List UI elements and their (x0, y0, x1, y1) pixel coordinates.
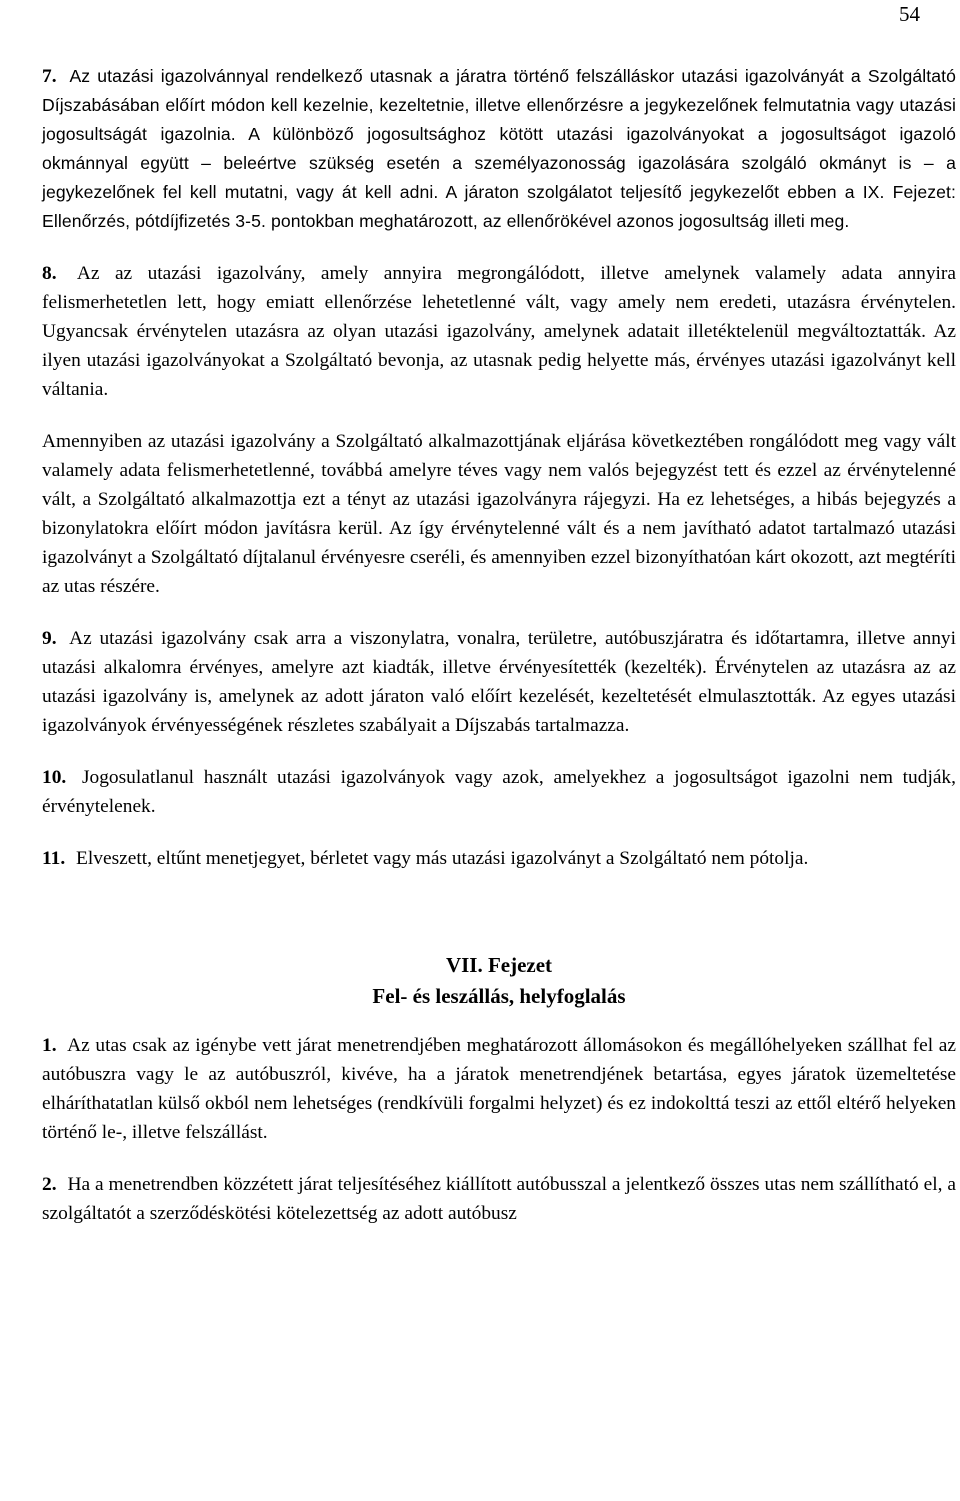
chapter-paragraph-1 (42, 1031, 956, 1147)
paragraph-11 (42, 844, 956, 873)
paragraph-text: Jogosulatlanul használt utazási igazolványok vagy azok, amelyekhez a jogosultságot igazolni nem tudják, érvénytelenek. (42, 767, 956, 817)
paragraph-8-continuation (42, 427, 956, 601)
paragraph-text: Az utas csak az igénybe vett járat menetrendjében meghatározott állomásokon és megállóhelyeken szállhat fel az autóbuszra vagy le az autóbuszról, kivéve, ha a járatok menetrendjének betartása, egyes járatok üzemeltetése elháríthatatlan külső okból nem lehetséges (rendkívüli forgalmi helyzet) és ez indokolttá teszi az ettől eltérő helyeken történő le-, illetve felszállást. (42, 1035, 956, 1143)
paragraph-number: 2. (42, 1174, 57, 1195)
paragraph-number: 1. (42, 1035, 57, 1056)
document-body (42, 62, 956, 1251)
chapter-title: Fel- és leszállás, helyfoglalás (372, 984, 626, 1008)
paragraph-text: Az utazási igazolvány csak arra a viszonylatra, vonalra, területre, autóbuszjáratra és időtartamra, illetve annyi utazási alkalomra érvényes, amelyre azt kiadták, illetve érvényesítették (kezelték). Érvénytelen az utazásra az az utazási igazolvány is, amelynek az adott járaton való előírt kezelését, kezeltetését elmulasztották. Az egyes utazási igazolványok érvényességének részletes szabályait a Díjszabás tartalmazza. (42, 628, 956, 736)
paragraph-number: 9. (42, 628, 57, 649)
paragraph-text: Amennyiben az utazási igazolvány a Szolgáltató alkalmazottjának eljárása következtében rongálódott meg vagy vált valamely adata felismerhetetlenné, továbbá amelyre téves vagy nem valós bejegyzést tett és ezzel az érvénytelenné vált, a Szolgáltató alkalmazottja ezt a tényt az utazási igazolványra rájegyzi. Ha ez lehetséges, a hibás bejegyzés a bizonylatokra előírt módon javításra kerül. Az így érvénytelenné vált és a nem javítható adatot tartalmazó utazási igazolványt a Szolgáltató díjtalanul érvényesre cseréli, és amennyiben ezzel bizonyíthatóan kárt okozott, azt megtéríti az utas részére. (42, 431, 956, 597)
paragraph-number: 11. (42, 848, 66, 869)
chapter-heading (42, 950, 956, 1012)
paragraph-number: 7. (42, 66, 57, 87)
paragraph-8 (42, 259, 956, 404)
paragraph-number: 10. (42, 767, 67, 788)
paragraph-text: Ha a menetrendben közzétett járat teljesítéséhez kiállított autóbusszal a jelentkező összes utas nem szállítható el, a szolgáltatót a szerződéskötési kötelezettség az adott autóbusz (42, 1174, 956, 1224)
paragraph-7 (42, 62, 956, 236)
paragraph-number: 8. (42, 263, 57, 284)
page-number: 54 (899, 2, 920, 26)
paragraph-9 (42, 624, 956, 740)
paragraph-10 (42, 763, 956, 821)
paragraph-text: Az utazási igazolvánnyal rendelkező utasnak a járatra történő felszálláskor utazási igazolványát a Szolgáltató Díjszabásában előírt módon kell kezelnie, kezeltetnie, illetve ellenőrzésre a jegykezelőnek felmutatnia vagy utazási jogosultságát igazolnia. A különböző jogosultsághoz kötött utazási igazolványokat a jogosultságot igazoló okmánnyal együtt – beleértve szükség esetén a személyazonosság igazolására szolgáló okmányt is – a jegykezelőnek fel kell mutatni, vagy át kell adni. A járaton szolgálatot teljesítő jegykezelőt ebben a IX. Fejezet: Ellenőrzés, pótdíjfizetés 3-5. pontokban meghatározott, az ellenőrökével azonos jogosultság illeti meg. (42, 66, 956, 231)
paragraph-text: Az az utazási igazolvány, amely annyira megrongálódott, illetve amelynek valamely adata annyira felismerhetetlen lett, hogy emiatt ellenőrzése lehetetlenné vált, vagy amely nem eredeti, utazásra érvénytelen. Ugyancsak érvénytelen utazásra az olyan utazási igazolvány, amelynek adatait illetéktelenül megváltoztatták. Az ilyen utazási igazolványokat a Szolgáltató bevonja, az utasnak pedig helyette más, érvényes utazási igazolványt kell váltania. (42, 263, 956, 400)
chapter-number: VII. Fejezet (445, 953, 553, 977)
paragraph-text: Elveszett, eltűnt menetjegyet, bérletet vagy más utazási igazolványt a Szolgáltató nem pótolja. (76, 848, 809, 869)
chapter-paragraph-2 (42, 1170, 956, 1228)
